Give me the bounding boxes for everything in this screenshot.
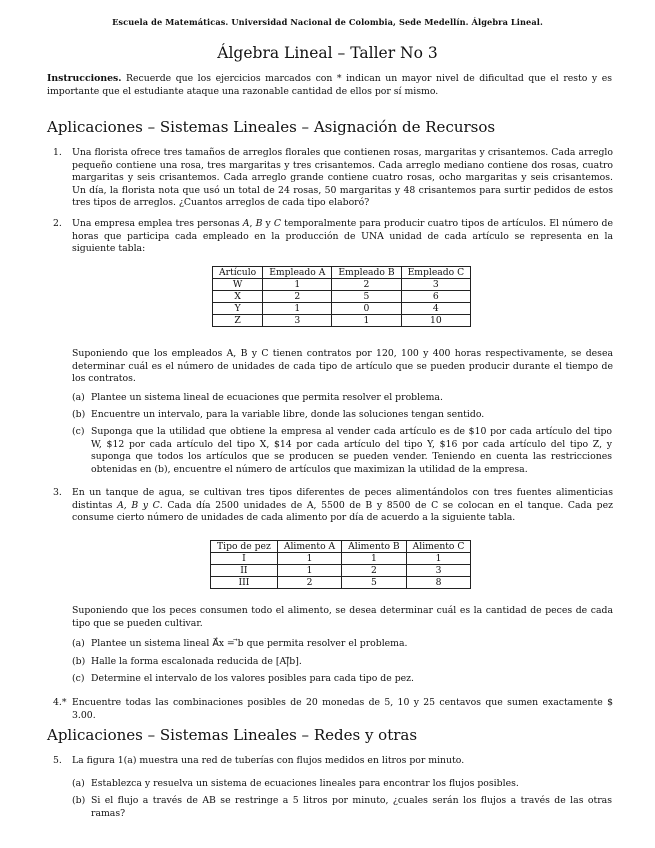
- table-cell: 4: [401, 303, 471, 315]
- subitem-label: (b): [72, 409, 86, 420]
- subitem-5a: [72, 778, 612, 791]
- table-cell: II: [211, 565, 278, 577]
- table-header-row: [213, 267, 471, 279]
- problem-text: Encuentre todas las combinaciones posibles de 20 monedas de 5, 10 y 25 centavos que sumen exactamente $ 3.00.: [72, 697, 613, 721]
- text-run: En un tanque de agua, se cultivan tres tipos diferentes de peces alimentándolos con tres fuentes alimenticias distintas: [72, 487, 613, 511]
- table-row: [213, 303, 471, 315]
- table-row: [211, 565, 471, 577]
- subitem-3c: [72, 673, 612, 686]
- problem-text: La figura 1(a) muestra una red de tuberías con flujos medidos en litros por minuto.: [72, 755, 465, 766]
- subitem-label: (a): [72, 392, 85, 403]
- problem-text: Una florista ofrece tres tamaños de arreglos florales que contienen rosas, margaritas y crisantemos. Cada arreglo pequeño contiene una rosa, tres margaritas y tres crisantemos. Cada arreglo mediano contiene dos rosas, cuatro margaritas y seis crisantemos. Cada arreglo grande contiene cuatro rosas, ocho margaritas y seis crisantemos. Un día, la florista nota que usó un total de 24 rosas, 50 margaritas y 48 crisantemos para surtir pedidos de estos tres tipos de arreglos. ¿Cuantos arreglos de cada tipo elaboró?: [72, 147, 613, 209]
- table-cell: 3: [406, 565, 471, 577]
- table-cell: 1: [263, 303, 332, 315]
- problem-number: 5.: [53, 755, 62, 766]
- table-cell: 10: [401, 315, 471, 327]
- var-a: A: [242, 218, 250, 229]
- table-cell: 0: [332, 303, 401, 315]
- table-employees: [212, 266, 471, 327]
- table-cell: X: [213, 291, 263, 303]
- subitem-text: Encuentre un intervalo, para la variable libre, donde las soluciones tengan sentido.: [91, 409, 485, 420]
- subitem-label: (a): [72, 778, 85, 789]
- problem-number: 3.: [53, 487, 62, 498]
- table-cell: 1: [332, 315, 401, 327]
- subitem-text: Suponga que la utilidad que obtiene la empresa al vender cada artículo es de $10 por cada artículo del tipo W, $12 por cada artículo del tipo X, $14 por cada artículo del tipo Y, $16 por cada artículo del tipo Z, y suponga que todos los artículos que se producen se pueden vender. Teniendo en cuenta las restricciones obtenidas en (b), encuentre el número de artículos que maximizan la utilidad de la empresa.: [91, 426, 612, 475]
- problem-number: 4.*: [53, 697, 67, 708]
- table-header-cell: Empleado B: [332, 267, 401, 279]
- table-row: [213, 291, 471, 303]
- text-run: temporalmente para producir cuatro tipos de artículos. El número de horas que participa cada empleado en la producción de UNA unidad de cada artículo se representa en la siguiente tabla:: [72, 218, 613, 255]
- table-cell: 1: [342, 553, 406, 565]
- table-header-cell: Empleado A: [263, 267, 332, 279]
- subitem-text: Plantee un sistema lineal de ecuaciones que permita resolver el problema.: [91, 392, 443, 403]
- table-header-cell: Tipo de pez: [211, 541, 278, 553]
- table-cell: 5: [342, 577, 406, 589]
- subitem-2b: [72, 409, 612, 422]
- table-cell: 1: [263, 279, 332, 291]
- table-cell: 2: [342, 565, 406, 577]
- var-b: B: [255, 218, 263, 229]
- problem-5: [53, 755, 613, 768]
- table-header-cell: Alimento A: [277, 541, 341, 553]
- problem-1: [53, 147, 613, 210]
- page-title: Álgebra Lineal – Taller No 3: [217, 44, 438, 62]
- problem-number: 2.: [53, 218, 62, 229]
- subitem-3b: [72, 656, 612, 669]
- problem-text: [72, 218, 613, 256]
- subitem-text: Si el flujo a través de AB se restringe a 5 litros por minuto, ¿cuales serán los flujos a través de las otras ramas?: [91, 795, 612, 819]
- subitem-text: Determine el intervalo de los valores posibles para cada tipo de pez.: [91, 673, 415, 684]
- table-row: [211, 553, 471, 565]
- instructions-text: Recuerde que los ejercicios marcados con * indican un mayor nivel de dificultad que el resto y es importante que el estudiante ataque una razonable cantidad de ellos por sí mismo.: [47, 73, 612, 97]
- subitem-label: (b): [72, 656, 86, 667]
- problem-text: Suponiendo que los empleados A, B y C tienen contratos por 120, 100 y 400 horas respectivamente, se desea determinar cuál es el número de unidades de cada tipo de artículo que se pueden producir durante el tiempo de los contratos.: [72, 348, 613, 385]
- table-row: [211, 577, 471, 589]
- var-c: C: [273, 218, 282, 229]
- subitem-5b: [72, 795, 612, 820]
- table-cell: 5: [332, 291, 401, 303]
- instructions-label: Instrucciones.: [47, 73, 122, 84]
- var-abc: A, B y C: [117, 499, 160, 511]
- table-row: [213, 315, 471, 327]
- instructions: [47, 72, 612, 98]
- table-cell: I: [211, 553, 278, 565]
- table-cell: W: [213, 279, 263, 291]
- subitem-label: (a): [72, 638, 85, 649]
- subitem-3a: [72, 638, 612, 651]
- subitem-2c: [72, 426, 612, 476]
- subitem-2a: [72, 392, 612, 405]
- table-cell: Z: [213, 315, 263, 327]
- page-header: Escuela de Matemáticas. Universidad Nacional de Colombia, Sede Medellín. Álgebra Lineal.: [112, 17, 543, 27]
- problem-2-context: [53, 348, 613, 386]
- table-row: [213, 279, 471, 291]
- table-header-cell: Alimento B: [342, 541, 406, 553]
- subitem-text: Establezca y resuelva un sistema de ecuaciones lineales para encontrar los flujos posibles.: [91, 778, 519, 789]
- table-cell: 3: [401, 279, 471, 291]
- table-fish: [210, 540, 471, 589]
- table-cell: Y: [213, 303, 263, 315]
- subitem-text: Plantee un sistema lineal A⃗x = ⃗b que permita resolver el problema.: [91, 638, 408, 649]
- problem-number: 1.: [53, 147, 62, 158]
- section-title-redes: Aplicaciones – Sistemas Lineales – Redes y otras: [47, 726, 418, 744]
- table-cell: 8: [406, 577, 471, 589]
- table-cell: 2: [332, 279, 401, 291]
- section-title-asignacion: Aplicaciones – Sistemas Lineales – Asignación de Recursos: [47, 118, 496, 136]
- text-run: . Cada día 2500 unidades de A, 5500 de B y 8500 de C se colocan en el tanque. Cada pez consume cierto número de unidades de cada alimento por día de acuerdo a la siguiente tabla.: [72, 499, 614, 524]
- table-cell: 1: [277, 565, 341, 577]
- table-cell: III: [211, 577, 278, 589]
- problem-text: Suponiendo que los peces consumen todo el alimento, se desea determinar cuál es la cantidad de peces de cada tipo que se pueden cultivar.: [72, 605, 613, 629]
- text-run: ,: [249, 218, 256, 229]
- table-header-row: [211, 541, 471, 553]
- problem-text: [72, 487, 613, 525]
- problem-2: [53, 218, 613, 256]
- table-header-cell: Empleado C: [401, 267, 471, 279]
- table-cell: 3: [263, 315, 332, 327]
- subitem-text: Halle la forma escalonada reducida de [A|⃗b].: [91, 656, 302, 667]
- subitem-label: (b): [72, 795, 86, 806]
- text-run: Una empresa emplea tres personas: [72, 218, 243, 229]
- subitem-label: (c): [72, 673, 85, 684]
- subitem-label: (c): [72, 426, 85, 437]
- table-cell: 2: [277, 577, 341, 589]
- problem-3: [53, 487, 613, 525]
- table-cell: 2: [263, 291, 332, 303]
- problem-4: [53, 697, 613, 722]
- table-header-cell: Alimento C: [406, 541, 471, 553]
- text-run: y: [262, 218, 274, 229]
- table-cell: 6: [401, 291, 471, 303]
- table-cell: 1: [277, 553, 341, 565]
- problem-3-context: [53, 605, 613, 630]
- table-cell: 1: [406, 553, 471, 565]
- table-header-cell: Artículo: [213, 267, 263, 279]
